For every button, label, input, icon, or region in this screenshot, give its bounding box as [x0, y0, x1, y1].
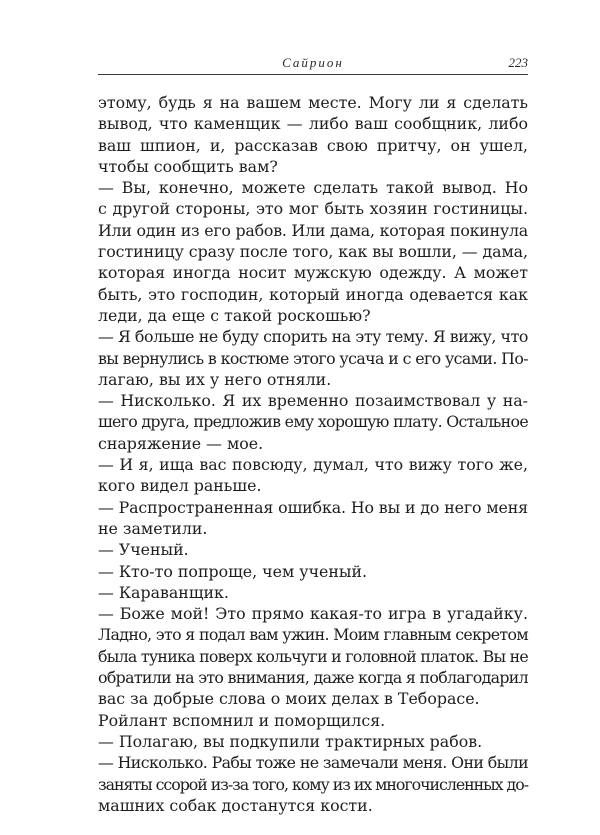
text-line: — И я, ища вас повсюду, думал, что вижу того же,	[98, 455, 528, 475]
text-line: ваш шпион, и, рассказав свою притчу, он ушел,	[98, 135, 528, 155]
text-line: — Боже мой! Это прямо какая-то игра в угадайку.	[98, 604, 528, 624]
text-line: — Нисколько. Рабы тоже не замечали меня. Они были	[98, 753, 528, 773]
text-line: снаряжение — мое.	[98, 433, 264, 453]
text-line: которая иногда носит мужскую одежду. А может	[98, 263, 528, 283]
running-head	[98, 54, 528, 72]
text-line: — Кто-то попроще, чем ученый.	[98, 561, 368, 581]
running-title: Сайрион	[282, 55, 344, 70]
text-line: машних собак достанутся кости.	[98, 795, 373, 815]
body-text	[98, 92, 528, 816]
text-line: — Полагаю, вы подкупили трактирных рабов.	[98, 731, 483, 751]
text-line: — Караванщик.	[98, 582, 229, 602]
text-line: — Распространенная ошибка. Но вы и до него меня	[98, 497, 528, 517]
text-line: Или один из его рабов. Или дама, которая покинула	[98, 220, 528, 240]
text-line: обратили на это внимания, даже когда я поблагодарил	[98, 668, 528, 688]
text-line: была туника поверх кольчуги и головной платок. Вы не	[98, 646, 528, 666]
text-line: леди, да еще с такой роскошью?	[98, 305, 371, 325]
text-line: этому, будь я на вашем месте. Могу ли я сделать	[98, 93, 528, 112]
text-line: вывод, что каменщик — либо ваш сообщник, либо	[98, 114, 528, 134]
text-line: — Вы, конечно, можете сделать такой вывод. Но	[98, 178, 528, 198]
text-line: вы вернулись в костюме этого усача и с его усами. По-	[98, 348, 528, 368]
text-line: вас за добрые слова о моих делах в Теборасе.	[98, 689, 480, 709]
text-line: не заметили.	[98, 518, 208, 538]
text-line: — Нисколько. Я их временно позаимствовал у на-	[98, 391, 528, 411]
text-line: Ройлант вспомнил и поморщился.	[98, 710, 386, 730]
text-line: чтобы сообщить вам?	[98, 156, 278, 176]
text-line: заняты ссорой из-за того, кому из их многочисленных до-	[98, 774, 528, 794]
text-line: лагаю, вы их у него отняли.	[98, 369, 332, 389]
text-line: — Я больше не буду спорить на эту тему. Я вижу, что	[98, 327, 528, 347]
text-line: гостиницу сразу после того, как вы вошли, — дама,	[98, 242, 528, 262]
text-line: кого видел раньше.	[98, 476, 262, 496]
text-line: с другой стороны, это мог быть хозяин гостиницы.	[98, 199, 528, 219]
text-line: — Ученый.	[98, 540, 189, 560]
page-number: 223	[508, 55, 528, 70]
header-rule	[98, 74, 528, 75]
text-line: быть, это господин, который иногда одевается как	[98, 284, 528, 304]
text-line: шего друга, предложив ему хорошую плату. Остальное	[98, 412, 528, 432]
text-line: Ладно, это я подал вам ужин. Моим главным секретом	[98, 625, 528, 645]
